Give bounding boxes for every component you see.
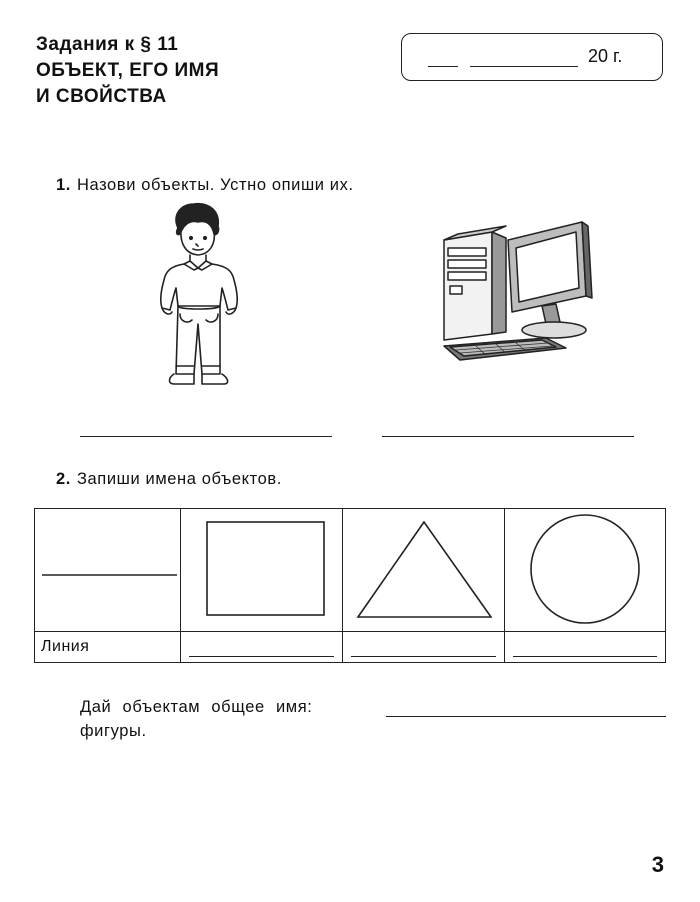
task-3-answer-line[interactable] <box>386 716 666 717</box>
label-cell-square[interactable] <box>181 632 343 663</box>
lesson-title-line2: И СВОЙСТВА <box>36 86 167 107</box>
line-name-label: Линия <box>41 638 90 655</box>
shape-cell-line <box>35 509 181 632</box>
date-year: 20 г. <box>588 46 623 66</box>
line-shape <box>35 509 181 626</box>
task-3-answer: фигуры. <box>80 722 147 740</box>
square-shape <box>181 509 343 626</box>
label-cell-line <box>35 632 181 663</box>
date-box <box>401 33 663 81</box>
task-1-text: Назови объекты. Устно опиши их. <box>76 176 354 194</box>
task-1-number: 1. <box>56 176 71 194</box>
triangle-name-line[interactable] <box>351 656 496 657</box>
label-cell-triangle[interactable] <box>343 632 505 663</box>
label-cell-circle[interactable] <box>505 632 666 663</box>
date-day-line[interactable] <box>428 66 458 67</box>
boy-illustration <box>146 198 252 390</box>
task-1-answer-line-computer[interactable] <box>382 436 634 437</box>
shape-cell-circle <box>505 509 666 632</box>
task-1 <box>56 176 354 195</box>
circle-shape <box>505 509 666 626</box>
task-2 <box>56 470 282 489</box>
shape-cell-triangle <box>343 509 505 632</box>
task-2-number: 2. <box>56 470 71 488</box>
shape-cell-square <box>181 509 343 632</box>
section-heading: Задания к § 11 <box>36 34 179 55</box>
shapes-table <box>34 508 666 663</box>
date-month-line[interactable] <box>470 66 578 67</box>
computer-illustration <box>436 214 594 368</box>
page-number: 3 <box>651 852 664 877</box>
triangle-shape <box>343 509 505 626</box>
square-name-line[interactable] <box>189 656 334 657</box>
lesson-title-line1: ОБЪЕКТ, ЕГО ИМЯ <box>36 60 220 81</box>
task-1-answer-line-boy[interactable] <box>80 436 332 437</box>
task-2-text: Запиши имена объектов. <box>76 470 282 488</box>
task-3-prompt: Дай объектам общее имя: <box>80 698 313 716</box>
circle-name-line[interactable] <box>513 656 657 657</box>
